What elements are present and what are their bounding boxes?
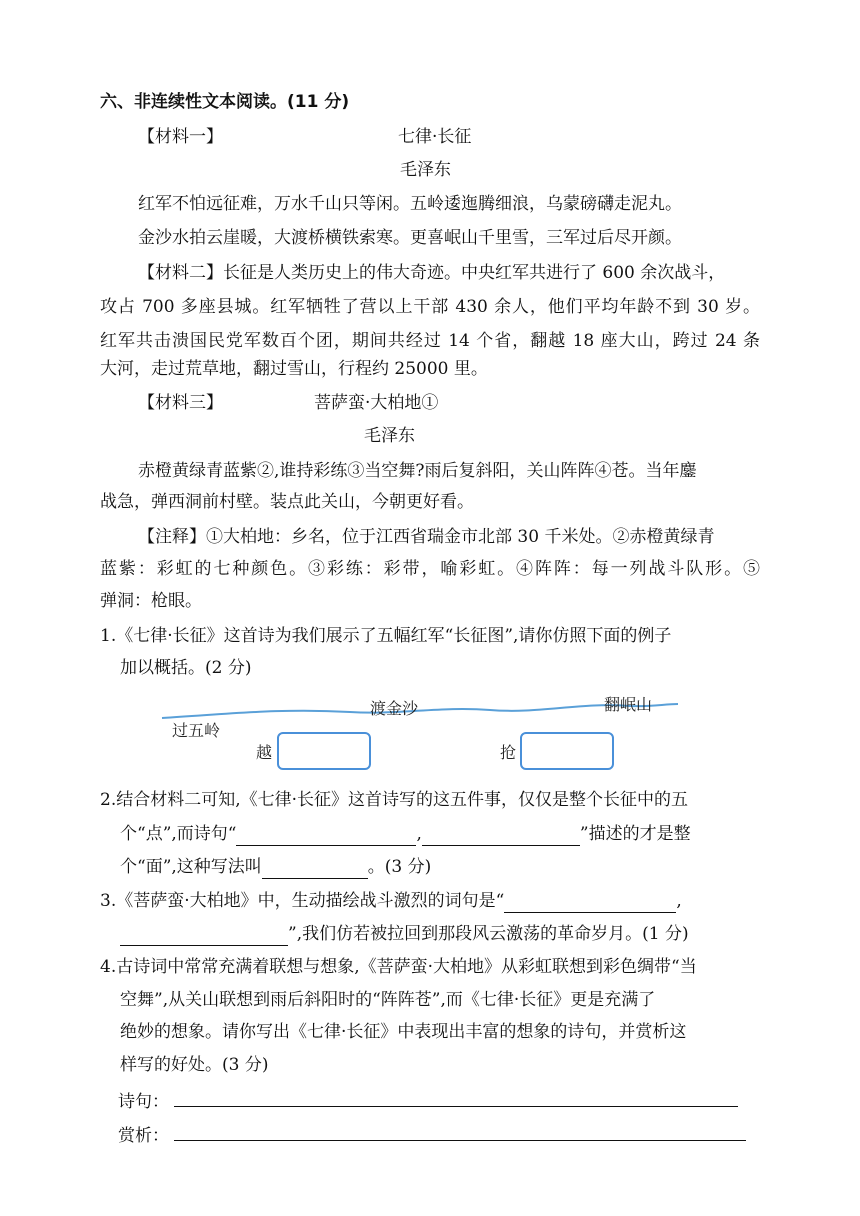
question-three-text-part: 3.《菩萨蛮·大柏地》中，生动描绘战斗激烈的词句是“ — [100, 891, 505, 911]
diagram-box-prefix-yue: 越 — [256, 743, 273, 762]
answer-line-poem[interactable] — [174, 1106, 738, 1107]
poem-line: 战急，弹西洞前村壁。装点此关山，今朝更好看。 — [100, 492, 474, 512]
poem-line: 红军不怕远征难，万水千山只等闲。五岭逶迤腾细浪，乌蒙磅礴走泥丸。 — [138, 194, 682, 214]
question-two-text-part: , — [416, 824, 422, 844]
question-four-text: 绝妙的想象。请你写出《七律·长征》中表现出丰富的想象的诗句，并赏析这 — [120, 1022, 687, 1042]
material-one-poem-author: 毛泽东 — [400, 160, 451, 180]
poem-line: 金沙水拍云崖暖，大渡桥横铁索寒。更喜岷山千里雪，三军过后尽开颜。 — [138, 228, 682, 248]
diagram-label-fan-minshan: 翻岷山 — [604, 695, 653, 714]
question-two-text-part: 个“点”,而诗句“ — [120, 824, 237, 844]
question-three-text-part: , — [676, 891, 682, 911]
blank-line[interactable] — [236, 827, 416, 846]
question-two-text: 2.结合材料二可知,《七律·长征》这首诗写的这五件事，仅仅是整个长征中的五 — [100, 790, 689, 810]
diagram-label-guo-wuling: 过五岭 — [172, 721, 221, 740]
diagram-box-prefix-qiang: 抢 — [500, 743, 517, 762]
question-three-text — [120, 922, 689, 946]
blank-line[interactable] — [262, 860, 368, 879]
material-one-poem-title: 七律·长征 — [398, 127, 472, 147]
material-two-line: 大河，走过荒草地，翻过雪山，行程约 25000 里。 — [100, 359, 488, 379]
answer-label-analysis: 赏析： — [118, 1126, 169, 1146]
question-two-text — [120, 822, 691, 846]
section-title: 六、非连续性文本阅读。(11 分) — [100, 92, 350, 112]
annotation-line: 蓝紫：彩虹的七种颜色。③彩练：彩带，喻彩虹。④阵阵：每一列战斗队形。⑤ — [100, 559, 760, 579]
material-one-label: 【材料一】 — [138, 127, 223, 147]
answer-box-2[interactable] — [520, 732, 614, 770]
material-three-poem-title: 菩萨蛮·大柏地① — [314, 393, 439, 413]
question-three-text — [100, 889, 682, 913]
material-two-line: 攻占 700 多座县城。红军牺牲了营以上干部 430 余人，他们平均年龄不到 30 岁。 — [100, 297, 760, 317]
question-two-text-part: 。(3 分) — [367, 857, 432, 877]
annotation-line: 弹洞：枪眼。 — [100, 591, 202, 611]
diagram-label-du-jinsha: 渡金沙 — [370, 699, 419, 718]
material-two-line: 红军共击溃国民党军数百个团，期间共经过 14 个省，翻越 18 座大山，跨过 24 条 — [100, 331, 760, 351]
question-four-text: 空舞”,从关山联想到雨后斜阳时的“阵阵苍”,而《七律·长征》更是充满了 — [120, 990, 656, 1010]
answer-box-1[interactable] — [277, 732, 371, 770]
blank-line[interactable] — [422, 827, 580, 846]
answer-line-analysis[interactable] — [174, 1140, 746, 1141]
material-three-label: 【材料三】 — [138, 393, 223, 413]
answer-label-poem: 诗句： — [118, 1092, 169, 1112]
poem-line: 赤橙黄绿青蓝紫②,谁持彩练③当空舞?雨后复斜阳，关山阵阵④苍。当年鏖 — [138, 461, 697, 481]
question-two-text-part: 个“面”,这种写法叫 — [120, 857, 262, 877]
question-two-text-part: ”描述的才是整 — [579, 824, 691, 844]
question-four-text: 4.古诗词中常常充满着联想与想象,《菩萨蛮·大柏地》从彩虹联想到彩色绸带“当 — [100, 957, 697, 977]
question-one-text: 加以概括。(2 分) — [120, 658, 252, 678]
annotation-line: 【注释】①大柏地：乡名，位于江西省瑞金市北部 30 千米处。②赤橙黄绿青 — [138, 527, 715, 547]
blank-line[interactable] — [504, 894, 676, 913]
question-two-text — [120, 855, 431, 879]
material-three-poem-author: 毛泽东 — [364, 426, 415, 446]
question-one-text: 1.《七律·长征》这首诗为我们展示了五幅红军“长征图”,请你仿照下面的例子 — [100, 626, 672, 646]
question-four-text: 样写的好处。(3 分) — [120, 1055, 269, 1075]
question-three-text-part: ”,我们仿若被拉回到那段风云激荡的革命岁月。(1 分) — [288, 924, 689, 944]
march-route-line — [160, 694, 680, 734]
material-two-line: 【材料二】长征是人类历史上的伟大奇迹。中央红军共进行了 600 余次战斗， — [138, 263, 726, 283]
blank-line[interactable] — [120, 927, 288, 946]
